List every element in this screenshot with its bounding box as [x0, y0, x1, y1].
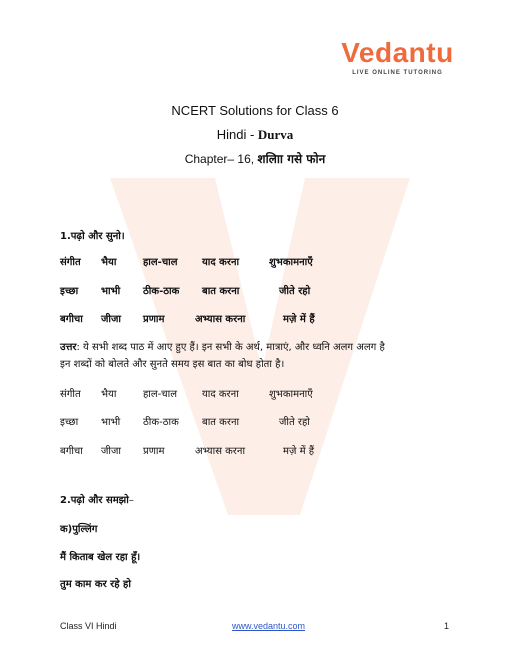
footer-website-link[interactable]: www.vedantu.com: [232, 621, 306, 631]
word: ठीक-ठाक: [143, 286, 180, 297]
word: भाभी: [101, 417, 121, 428]
q1-bold-row-3: [60, 311, 315, 325]
word: याद करना: [202, 257, 240, 268]
word: मज़े में हैं: [283, 446, 315, 457]
q2-sub-a: क)पुल्लिंग: [60, 524, 98, 535]
answer-text: : ये सभी शब्द पाठ में आए हुए हैं। इन सभी के अर्थ, मात्राएं, और ध्वनि अलग अलग है: [76, 342, 385, 353]
vedantu-logo[interactable]: [340, 38, 455, 76]
word: इच्छा: [60, 417, 79, 428]
q1-plain-row-3: [60, 443, 314, 457]
word: जीजा: [101, 446, 122, 457]
answer-line-1: [60, 339, 385, 353]
q2-heading: [60, 492, 134, 506]
word: शुभकामनाएँ: [269, 257, 313, 268]
q1-bold-row-2: [60, 283, 310, 297]
word: प्रणाम: [143, 314, 165, 325]
word: संगीत: [60, 257, 81, 268]
chapter-title: शलिाा गसे फोन: [257, 152, 326, 166]
word: अभ्यास करना: [195, 446, 246, 457]
footer-class-label: Class VI Hindi: [60, 621, 117, 631]
word: जीते रहो: [279, 417, 310, 428]
word: याद करना: [202, 389, 239, 400]
word: बात करना: [202, 417, 240, 428]
page-number: 1: [444, 621, 450, 631]
word: बगीचा: [60, 446, 83, 457]
word: प्रणाम: [143, 446, 165, 457]
doc-subject: [0, 127, 510, 143]
word: मज़े में हैं: [283, 314, 315, 325]
doc-title: NCERT Solutions for Class 6: [171, 103, 339, 118]
word: भाभी: [101, 286, 121, 297]
q2-heading-text: 2.पढ़ो और समझो: [60, 495, 129, 506]
word: भैया: [101, 389, 117, 400]
word: जीजा: [101, 314, 122, 325]
word: बगीचा: [60, 314, 83, 325]
q1-plain-row-1: [60, 386, 313, 400]
book-name: Durva: [257, 127, 294, 142]
word: इच्छा: [60, 286, 79, 297]
q1-heading: 1.पढ़ो और सुनो।: [60, 231, 125, 242]
answer-line-2: इन शब्दों को बोलते और सुनते समय इस बात का बोध होता है।: [60, 359, 285, 370]
chapter-heading: [0, 150, 510, 167]
subject-label: Hindi -: [216, 127, 258, 142]
q2-dash: –: [128, 495, 134, 506]
word: शुभकामनाएँ: [269, 389, 313, 400]
q1-bold-row-1: [60, 254, 313, 268]
logo-wordmark: Vedantu: [341, 37, 454, 68]
word: संगीत: [60, 389, 81, 400]
answer-label: उत्तर: [60, 342, 77, 353]
word: भैया: [101, 257, 117, 268]
word: हाल-चाल: [143, 389, 178, 400]
chapter-prefix: Chapter– 16,: [184, 152, 258, 166]
q2-example-1: मैं किताब खेल रहा हूँ।: [60, 552, 141, 563]
word: अभ्यास करना: [195, 314, 246, 325]
word: ठीक-ठाक: [143, 417, 179, 428]
q1-plain-row-2: [60, 414, 310, 428]
word: जीते रहो: [279, 286, 311, 297]
logo-tagline: LIVE ONLINE TUTORING: [352, 70, 443, 76]
q2-example-2: तुम काम कर रहे हो: [60, 579, 131, 590]
word: बात करना: [202, 286, 240, 297]
word: हाल-चाल: [143, 257, 178, 268]
